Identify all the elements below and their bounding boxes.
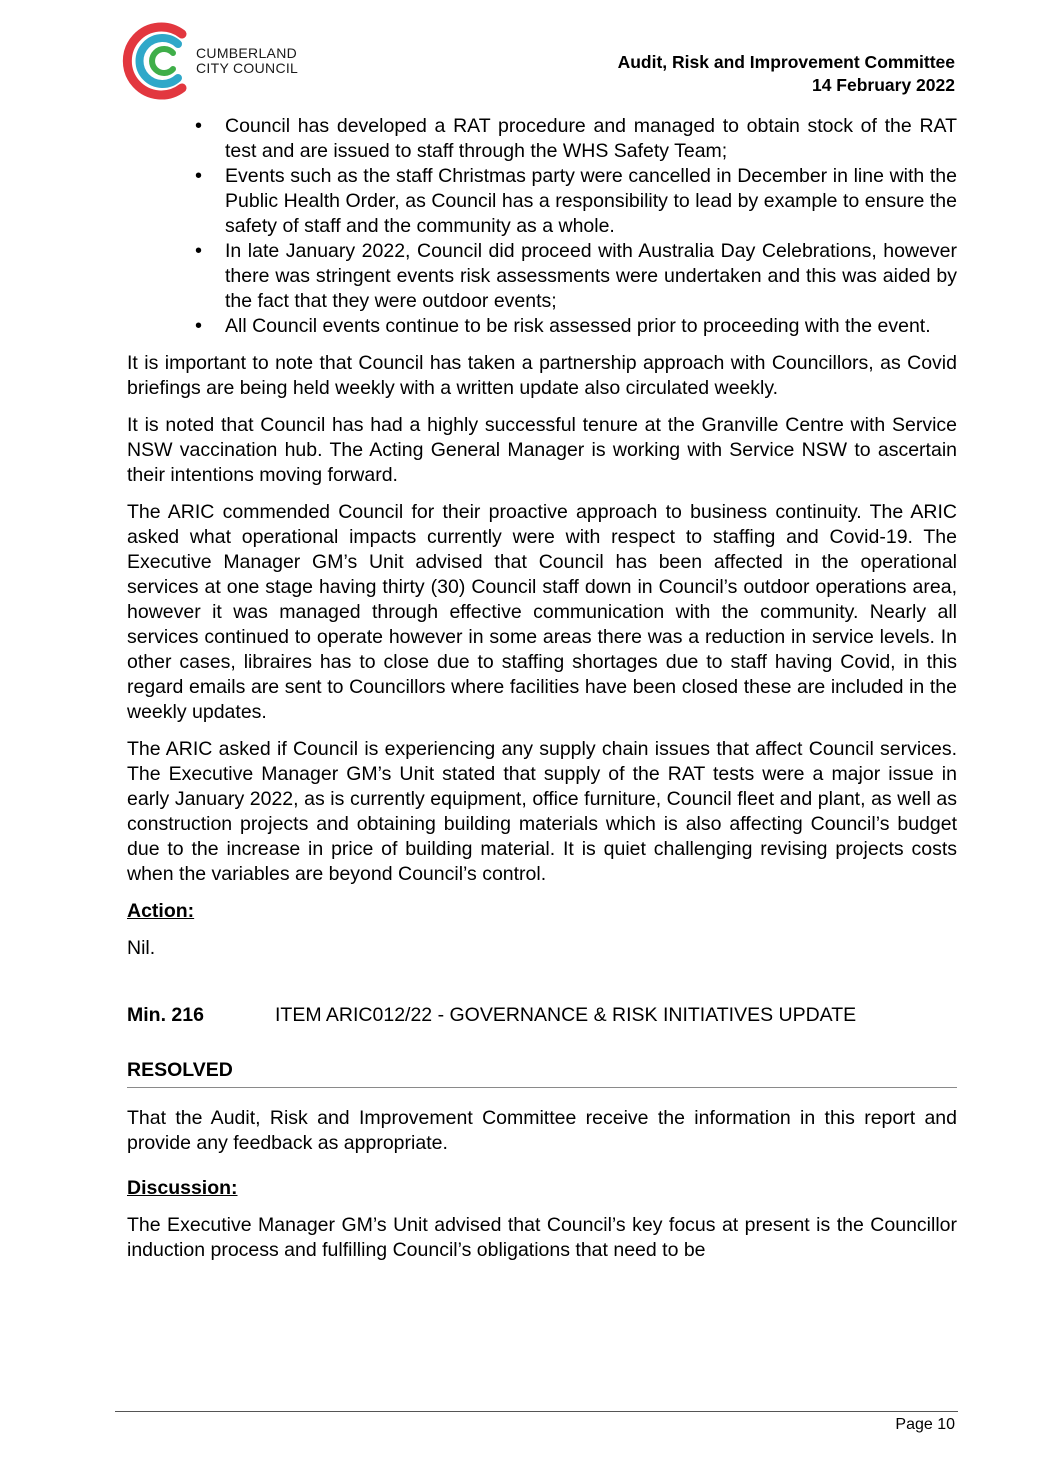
council-logo-icon	[120, 20, 200, 102]
resolved-heading: RESOLVED	[127, 1058, 957, 1088]
document-header	[618, 51, 955, 97]
action-heading: Action:	[127, 900, 195, 922]
committee-name: Audit, Risk and Improvement Committee	[617, 52, 955, 72]
discussion-heading: Discussion:	[127, 1177, 238, 1199]
minute-number: Min. 216	[127, 1004, 204, 1026]
action-text: Nil.	[127, 937, 156, 959]
minute-title: ITEM ARIC012/22 - GOVERNANCE & RISK INITIATIVES UPDATE	[275, 1004, 857, 1026]
bullet-item: • All Council events continue to be risk assessed prior to proceeding with the event.	[127, 314, 957, 339]
minute-item	[127, 1003, 957, 1028]
resolved-text: That the Audit, Risk and Improvement Committee receive the information in this report and provide any feedback as appropriate.	[127, 1107, 957, 1154]
paragraph: The ARIC asked if Council is experiencing any supply chain issues that affect Council services. The Executive Manager GM’s Unit stated that supply of the RAT tests were a major issue in early January 2022, as is currently equipment, office furniture, Council fleet and plant, as well as construction projects and obtaining building materials which is also affecting Council’s budget due to the increase in price of building material. It is quiet challenging revising projects costs when the variables are beyond Council’s control.	[127, 738, 957, 885]
bullet-list	[127, 114, 957, 339]
bullet-item: • In late January 2022, Council did proceed with Australia Day Celebrations, however there was stringent events risk assessments were undertaken and this was aided by the fact that they were outdoor events;	[127, 239, 957, 314]
document-body	[127, 114, 957, 1275]
paragraph: It is important to note that Council has taken a partnership approach with Councillors, as Covid briefings are being held weekly with a written update also circulated weekly.	[127, 352, 957, 399]
page-number: Page 10	[895, 1416, 955, 1433]
bullet-item: • Events such as the staff Christmas party were cancelled in December in line with the Public Health Order, as Council has a responsibility to lead by example to ensure the safety of staff and the community as a whole.	[127, 164, 957, 239]
footer-divider	[115, 1411, 958, 1412]
paragraph: It is noted that Council has had a highly successful tenure at the Granville Centre with Service NSW vaccination hub. The Acting General Manager is working with Service NSW to ascertain their intentions moving forward.	[127, 414, 957, 486]
council-name-line2: CITY COUNCIL	[196, 60, 299, 76]
discussion-text: The Executive Manager GM’s Unit advised that Council’s key focus at present is the Councillor induction process and fulfilling Council’s obligations that need to be	[127, 1214, 957, 1261]
paragraph: The ARIC commended Council for their proactive approach to business continuity. The ARIC asked what operational impacts currently were with respect to staffing and Covid-19. The Executive Manager GM’s Unit advised that Council has been affected in the operational services at one stage having thirty (30) Council staff down in Council’s outdoor operations area, however it was managed through effective communication with the community. Nearly all services continued to operate however in some areas there was a reduction in service levels. In other cases, libraires has to close due to staffing shortages due to staff having Covid, in this regard emails are sent to Councillors where facilities have been closed these are included in the weekly updates.	[127, 501, 957, 723]
meeting-date: 14 February 2022	[811, 75, 955, 95]
bullet-item: • Council has developed a RAT procedure and managed to obtain stock of the RAT test and are issued to staff through the WHS Safety Team;	[127, 114, 957, 164]
council-name-line1: CUMBERLAND	[196, 45, 298, 61]
council-name	[196, 46, 298, 76]
